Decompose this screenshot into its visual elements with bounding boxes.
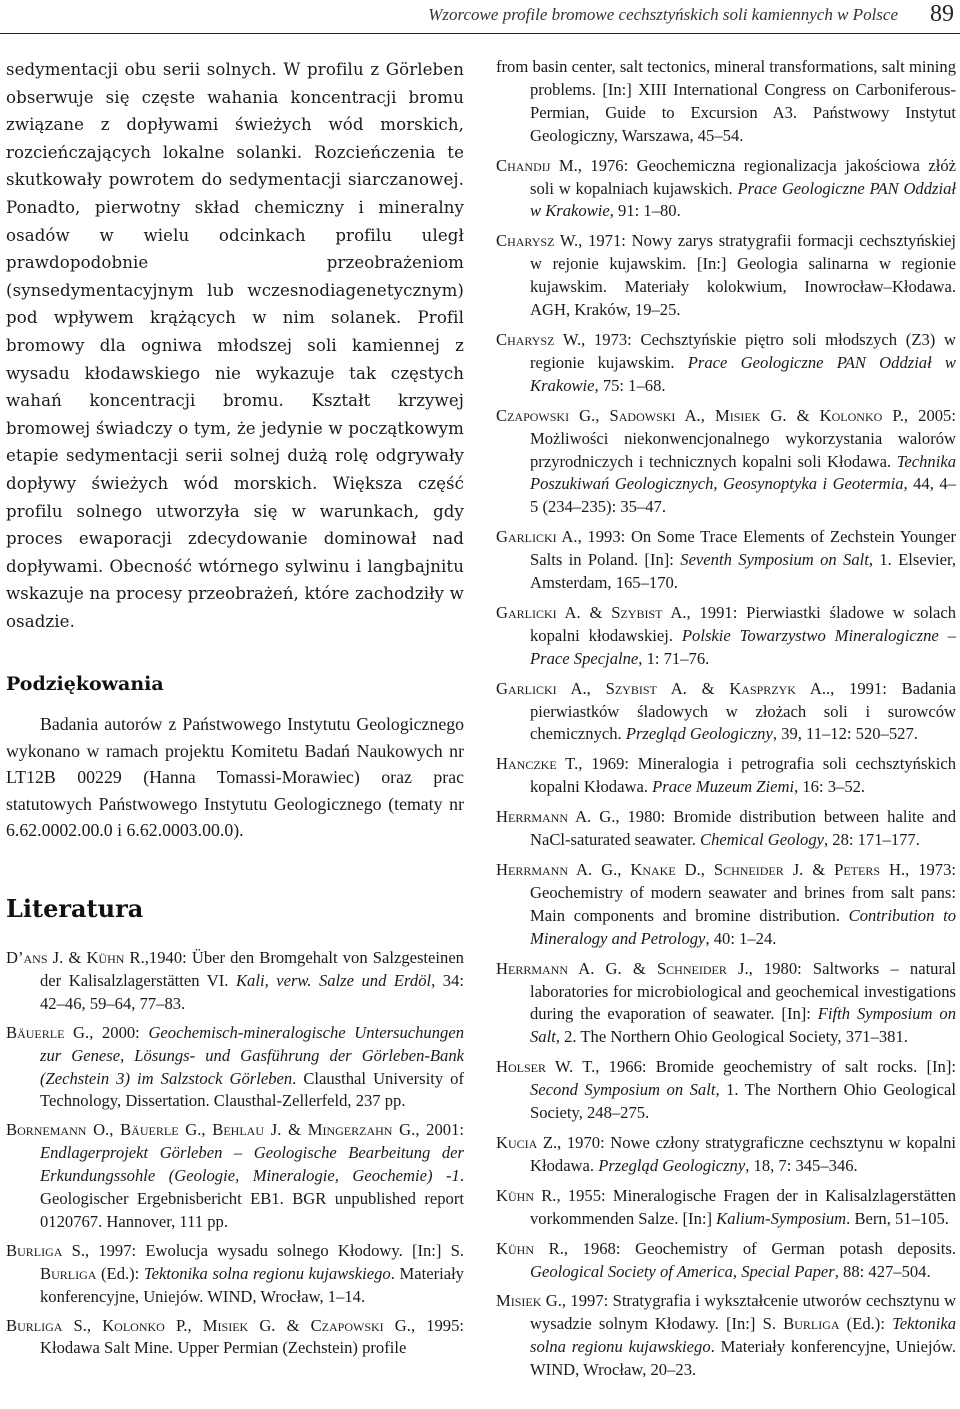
reference-text: , 1968: Geochemistry of German potash deposits. [563, 1238, 956, 1258]
reference-text: , [86, 1315, 103, 1335]
reference-author: Kasprzyk A. [729, 678, 826, 698]
reference-text: & [786, 405, 820, 425]
reference-author: Czapowski G. [310, 1315, 411, 1335]
reference-text: & [281, 1120, 308, 1140]
reference-author: Garlicki A. [496, 527, 578, 547]
reference-source: Second Symposium on Salt [530, 1080, 716, 1100]
reference-author: Burliga [783, 1314, 840, 1334]
page-number: 89 [930, 1, 954, 27]
reference-author: Hanczke T. [496, 754, 579, 774]
reference-author: Kolonko P. [819, 405, 904, 425]
reference-text: , 1995: Kłodawa Salt Mine. Upper Permian (Zechstein) profile [40, 1315, 465, 1358]
reference-source: Tektonika solna regionu kujawskiego [530, 1314, 956, 1357]
reference-text: . Materiały konferencyjne, Uniejów. WIND, Wrocław, 1–14. [40, 1263, 464, 1306]
reference-entry [496, 56, 956, 148]
reference-author: Herrmann A. G. [496, 958, 622, 978]
reference-text: , 28: 171–177. [823, 830, 920, 850]
reference-author: Kühn R. [86, 947, 145, 967]
reference-author: Szybist A. [605, 678, 687, 698]
running-header [0, 0, 960, 34]
reference-source: Kali, verw. Salze und Erdöl [235, 970, 432, 990]
reference-text: , 2000: [89, 1022, 149, 1042]
reference-entry [496, 753, 956, 799]
reference-text: , [109, 1120, 121, 1140]
reference-author: Charysz W. [496, 231, 579, 251]
reference-text: , 1980: Saltworks – natural laboratories for microbiological and geochemical investigations during the evaporation of seawater. [In]: [530, 958, 956, 1024]
reference-text: , 1969: Mineralogia i petrografia soli cechsztyńskich kopalni Kłodawa. [530, 754, 956, 797]
reference-source: Contribution to Mineralogy and Petrology [530, 905, 956, 948]
reference-author: Garlicki A. [496, 602, 581, 622]
reference-text: , 2005: Możliwości niekonwencjonalnego wykorzystania walorów przyrodniczych i technicznych kopalni soli Kłodawa. [530, 405, 956, 471]
reference-text: , 1. The Northern Ohio Geological Society, 248–275. [530, 1080, 956, 1123]
reference-text: , 39, 11–12: 520–527. [772, 724, 918, 744]
reference-text: , 2. The Northern Ohio Geological Society, 371–381. [555, 1027, 908, 1047]
running-title: Wzorcowe profile bromowe cechsztyńskich soli kamiennych w Polsce [428, 5, 898, 24]
left-column [6, 56, 464, 1360]
reference-source: Geochemisch-mineralogische Untersuchungen zur Genese, Lösungs- und Gasführung der Görleben-Bank (Zechstein 3) im Salzstock Görleben [40, 1022, 464, 1088]
reference-text: , [586, 678, 606, 698]
right-column [496, 56, 956, 1382]
reference-source: Kalium-Symposium [716, 1208, 847, 1228]
reference-text: , 1966: Bromide geochemistry of salt rocks. [In]: [595, 1057, 956, 1077]
acknowledgements-text: Badania autorów z Państwowego Instytutu Geologicznego wykonano w ramach projektu Komitetu Badań Naukowych nr LT12B 00229 (Hanna Tomassi-Morawiec) oraz prac statutowych Państwowego Instytutu Geologicznego (tematy nr 6.62.0002.00.0 i 6.62.0003.00.0). [6, 714, 464, 841]
reference-text: , 1971: Nowy zarys stratygrafii formacji cechsztyńskiej w rejonie kujawskim. [In:] Geologia salinarna w regionie kujawskim. Materiały kolokwium, Inowrocław–Kłodawa. AGH, Kraków, 19–25. [530, 231, 956, 320]
reference-entry [496, 230, 956, 322]
reference-author: Misiek G. [496, 1291, 562, 1311]
reference-source: Polskie Towarzystwo Mineralogiczne – Prace Specjalne [530, 625, 956, 668]
reference-source: Geological Society of America, Special Paper [530, 1261, 835, 1281]
reference-entry [6, 947, 464, 1016]
reference-author: Herrmann A. G. [496, 860, 618, 879]
reference-text: , [595, 405, 610, 425]
reference-text: ., 1991: Badania pierwiastków śladowych w złożach soli i surowców chemicznych. [530, 678, 957, 744]
reference-text: , 16: 3–52. [794, 777, 866, 797]
reference-text: . Materiały konferencyjne, Uniejów. WIND, Wrocław, 20–23. [530, 1337, 956, 1380]
reference-text: from basin center, salt tectonics, mineral transformations, salt mining problems. [In:] XIII International Congress on Carboniferous-Permian, Guide to Excursion A3. Państwowy Instytut Geologiczny, Warszawa, 45–54. [496, 57, 956, 145]
reference-text: , 1997: Stratygrafia i wykształcenie utworów cechsztynu w wysadzie solnym Kłodawy. [In:] S. [530, 1291, 957, 1334]
reference-author: Burliga S. [6, 1240, 85, 1260]
reference-text: , [700, 405, 715, 425]
reference-author: Burliga [40, 1263, 97, 1283]
reference-author: Bäuerle G. [120, 1120, 202, 1140]
reference-author: Chandij M. [496, 155, 578, 175]
reference-source: Prace Muzeum Ziemi [652, 777, 795, 797]
reference-entry [496, 329, 956, 398]
reference-source: Przegląd Geologiczny [598, 1155, 746, 1175]
reference-text: , 44, 4–5 (234–235): 35–47. [530, 474, 956, 517]
reference-entry [496, 958, 956, 1050]
reference-entry [496, 602, 956, 671]
reference-source: Przegląd Geologiczny [625, 724, 773, 744]
reference-author: Sadowski A. [609, 405, 701, 425]
reference-author: Misiek G. [714, 405, 787, 425]
reference-text: . Geologischer Ergebnisbericht EB1. BGR unpublished report 0120767. Hannover, 111 pp. [40, 1166, 464, 1231]
reference-text: , 1980: Bromide distribution between halite and NaCl-saturated seawater. [530, 807, 956, 850]
reference-text: , [617, 860, 631, 879]
reference-text: , [700, 860, 714, 879]
reference-text: , 1: 71–76. [638, 648, 710, 668]
reference-author: Bäuerle G. [6, 1022, 90, 1042]
reference-author: Schneider J. [713, 860, 804, 879]
reference-text: & [580, 602, 612, 622]
reference-text: , [201, 1120, 213, 1140]
literature-heading: Literatura [6, 893, 144, 923]
reference-author: Misiek G. [202, 1315, 276, 1335]
reference-text: , 2001: [415, 1120, 464, 1140]
reference-text: , 40: 1–24. [705, 928, 777, 948]
reference-entry [6, 1240, 464, 1309]
reference-author: Kolonko P. [102, 1315, 188, 1335]
reference-source: Endlagerprojekt Görleben – Geologische Bearbeitung der Erkundungssohle (Geologie, Mineralogie, Geochemie) -1 [40, 1143, 464, 1186]
reference-entry [496, 1238, 956, 1284]
reference-text: , 1955: Mineralogische Fragen der in Kalisalzlagerstätten vorkommenden Salze. [In:] [530, 1185, 956, 1228]
reference-list-right [496, 56, 956, 1382]
reference-author: Szybist A. [611, 602, 687, 622]
reference-text: , 1993: On Some Trace Elements of Zechstein Younger Salts in Poland. [In]: [530, 527, 956, 570]
reference-text: , 1991: Pierwiastki śladowe w solach kopalni kłodawskiej. [530, 602, 957, 645]
reference-author: Peters H. [834, 860, 906, 879]
reference-text: & [275, 1315, 311, 1335]
reference-entry [496, 859, 956, 951]
reference-text: , 1976: Geochemiczna regionalizacja jakościowa złóż soli w kopalniach kujawskich. [530, 155, 956, 198]
reference-text: & [621, 958, 657, 978]
reference-text: , 18, 7: 345–346. [745, 1155, 858, 1175]
reference-author: Kucia Z. [496, 1132, 558, 1152]
reference-text: (Ed.): [96, 1263, 144, 1283]
reference-source: Technika Poszukiwań Geologicznych, Geosynoptyka i Geotermia [530, 451, 956, 494]
reference-source: Seventh Symposium on Salt [680, 550, 869, 570]
reference-text: , 1970: Nowe człony stratygraficzne cechsztynu w kopalni Kłodawa. [530, 1132, 956, 1175]
reference-author: Mingerzahn G. [307, 1120, 416, 1140]
reference-author: Garlicki A. [496, 678, 587, 698]
reference-text: ,1940: Über den Bromgehalt von Salzgesteinen der Kalisalzlagerstätten VI. [40, 947, 464, 990]
reference-entry [496, 1056, 956, 1125]
reference-entry [496, 678, 956, 747]
reference-source: Fifth Symposium on Salt [530, 1004, 957, 1047]
reference-source: Tektonika solna regionu kujawskiego [143, 1263, 391, 1283]
reference-author: Burliga S. [6, 1315, 87, 1335]
reference-entry [496, 1290, 956, 1382]
reference-text: , 91: 1–80. [609, 201, 681, 221]
reference-author: Holser W. T. [496, 1057, 596, 1077]
reference-entry [496, 1132, 956, 1178]
reference-author: Czapowski G. [496, 405, 596, 425]
reference-text: , 88: 427–504. [834, 1261, 931, 1281]
reference-entry [496, 806, 956, 852]
reference-text: . Bern, 51–105. [846, 1208, 949, 1228]
reference-text: & [686, 678, 730, 698]
reference-text: , 1997: Ewolucja wysadu solnego Kłodowy. [In:] S. [84, 1240, 465, 1260]
acknowledgements-heading: Podziękowania [6, 673, 164, 696]
reference-text: . Clausthal University of Technology, Dissertation. Clausthal-Zellerfeld, 237 pp. [40, 1068, 464, 1111]
reference-text: , 75: 1–68. [594, 375, 666, 395]
reference-text: , [187, 1315, 203, 1335]
reference-author: Bornemann O. [6, 1120, 110, 1140]
reference-text: (Ed.): [839, 1314, 893, 1334]
reference-text: , 34: 42–46, 59–64, 77–83. [40, 970, 464, 1013]
reference-text: , 1. Elsevier, Amsterdam, 165–170. [530, 550, 956, 593]
reference-text: & [63, 947, 87, 967]
reference-author: Behlau J. [212, 1120, 282, 1140]
reference-author: Charysz W. [496, 329, 582, 349]
reference-entry [496, 1185, 956, 1231]
reference-entry [6, 1022, 464, 1114]
reference-author: Kühn R. [496, 1185, 557, 1205]
reference-entry [6, 1315, 464, 1361]
reference-author: D’ans J. [6, 947, 64, 967]
reference-entry [6, 1119, 464, 1234]
reference-text: & [803, 860, 835, 879]
reference-source: Chemical Geology [700, 830, 824, 850]
reference-author: Knake D. [630, 860, 701, 879]
reference-author: Kühn R. [496, 1238, 564, 1258]
reference-entry [496, 155, 956, 224]
reference-text: , 1973: Geochemistry of modern seawater and brines from salt pans: Main components and bromine distribution. [530, 860, 957, 925]
reference-list-left [6, 947, 464, 1360]
main-paragraph: sedymentacji obu serii solnych. W profilu z Görleben obserwuje się częste wahania koncentracji bromu związane z dopływami świeżych wód morskich, rozcieńczających lokalne solanki. Rozcieńczenia te skutkowały powrotem do sedymentacji siarczanowej. Ponadto, pierwotny skład chemiczny i mineralny osadów w wielu odcinkach profilu uległ prawdopodobnie przeobrażeniom (synsedymentacyjnym lub wczesnodiagenetycznym) pod wpływem krążących w nim solanek. Profil bromowy dla ogniwa młodszej soli kamiennej z wysadu kłodawskiego nie wykazuje tak częstych wahań koncentracji bromu. Kształt krzywej bromowej świadczy o tym, że jedynie w początkowym etapie sedymentacji serii solnej dużą rolę odgrywały dopływy świeżych wód morskich. Większa część profilu solnego utworzyła się w warunkach, gdy proces ewaporacji zdecydowanie dominował nad dopływami. Obecność wtórnego sylwinu i langbajnitu wskazuje na procesy przeobrażeń, które zachodziły w osadzie. [6, 60, 464, 631]
reference-source: Prace Geologiczne PAN Oddział w Krakowie [530, 352, 956, 395]
reference-source: Prace Geologiczne PAN Oddział w Krakowie [530, 178, 956, 221]
reference-text: , 1973: Cechsztyńskie piętro soli młodszych (Z3) w regionie kujawskim. [530, 329, 956, 372]
reference-author: Herrmann A. G. [496, 807, 616, 827]
reference-entry [496, 526, 956, 595]
reference-author: Schneider J. [656, 958, 749, 978]
reference-entry [496, 405, 956, 520]
